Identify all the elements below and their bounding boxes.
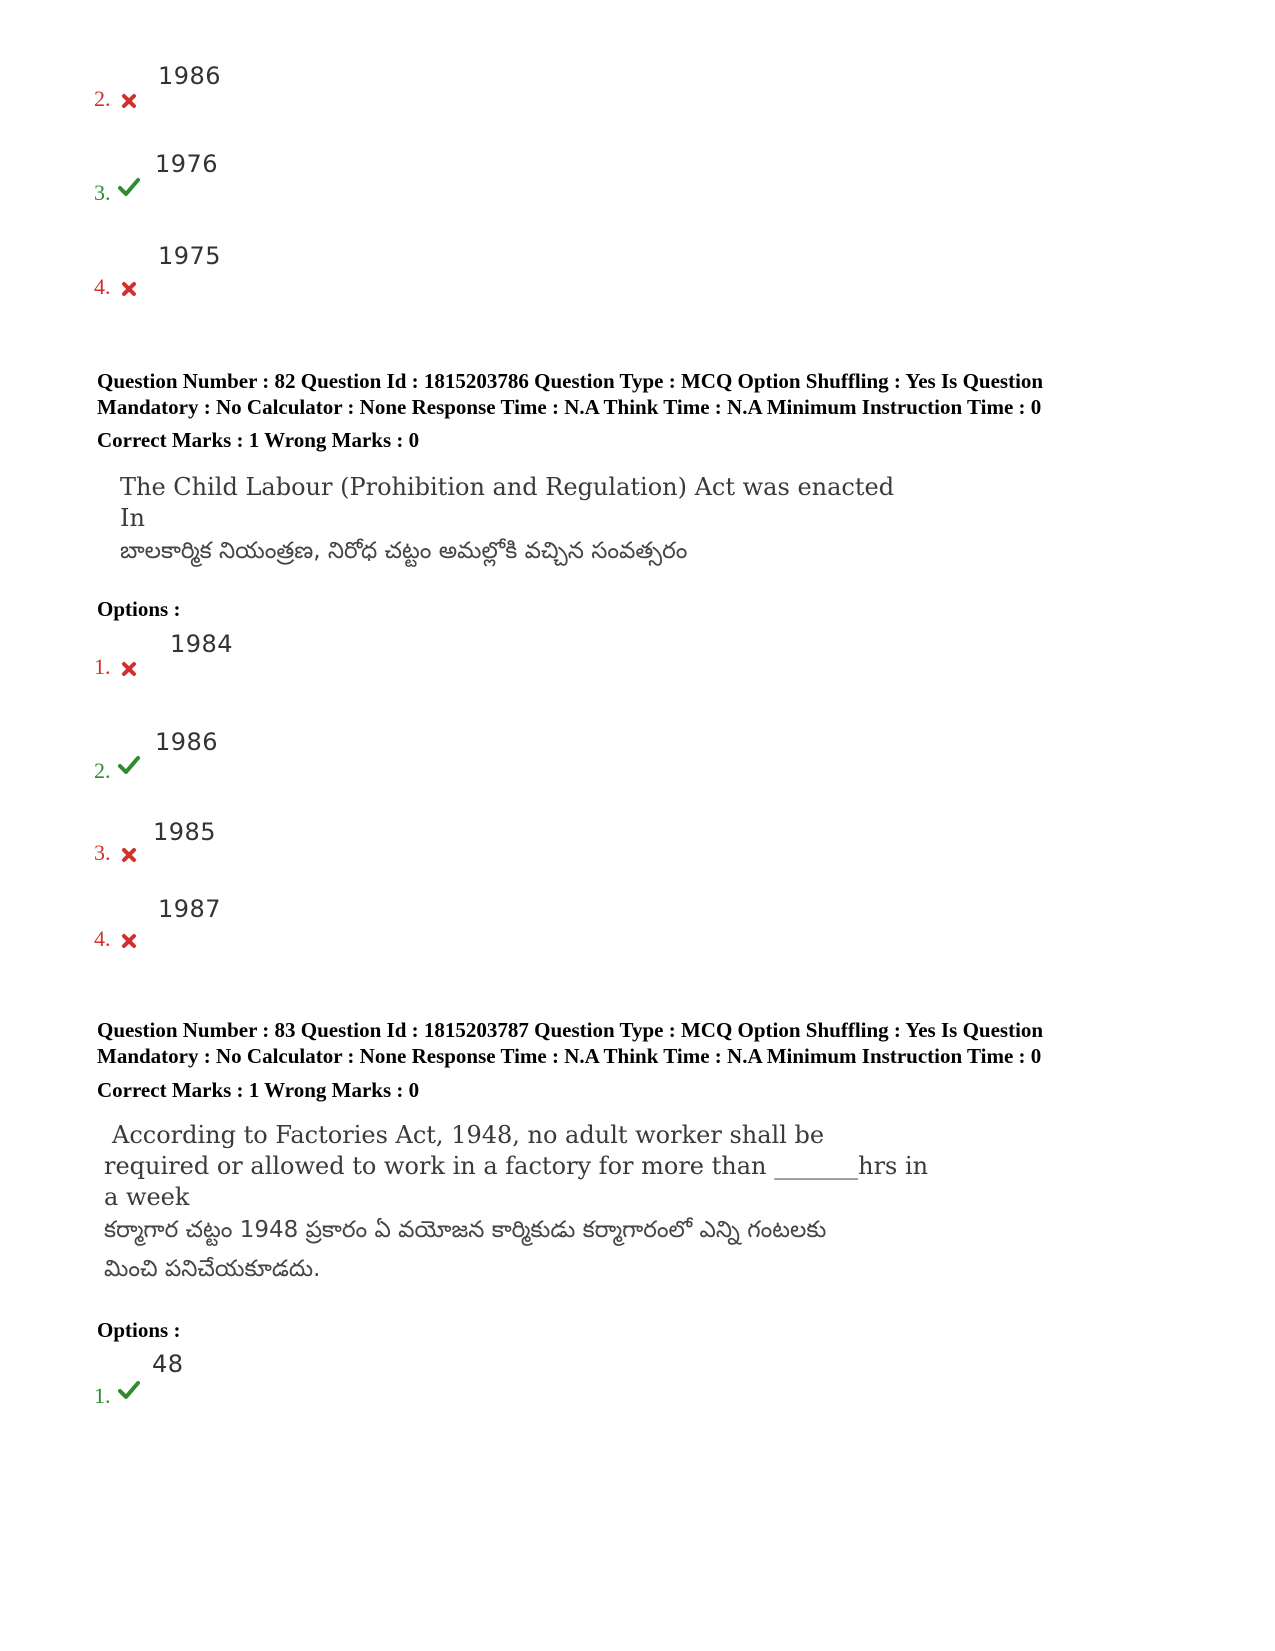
option-number: 4.	[94, 274, 111, 299]
question-text	[104, 1120, 928, 1285]
question-header-line2: Mandatory : No Calculator : None Response Time : N.A Think Time : N.A Minimum Instruction Time : 0	[97, 1044, 1042, 1068]
options-label: Options :	[97, 597, 181, 621]
check-icon	[118, 176, 140, 198]
question-header-line1: Question Number : 82 Question Id : 1815203786 Question Type : MCQ Option Shuffling : Yes Is Question	[97, 369, 1044, 393]
option-value: 1976	[155, 150, 219, 178]
check-icon	[118, 1379, 140, 1401]
question-text	[120, 472, 894, 567]
question-text-en-line1: According to Factories Act, 1948, no adult worker shall be	[112, 1121, 825, 1149]
question-header	[97, 1017, 1197, 1069]
question-text-en-line3: a week	[104, 1183, 190, 1211]
question-text-te-line1: బాలకార్మిక నియంత్రణ, నిరోధ చట్టం అమల్లోకి వచ్చిన సంవత్సరం	[120, 538, 688, 564]
option-number: 3.	[94, 180, 111, 205]
question-header-line2: Mandatory : No Calculator : None Response Time : N.A Think Time : N.A Minimum Instruction Time : 0	[97, 395, 1042, 419]
option-number: 2.	[94, 758, 111, 783]
option-number: 2.	[94, 86, 111, 111]
question-text-en-line2: In	[120, 504, 145, 532]
cross-icon	[118, 930, 140, 952]
cross-icon	[118, 278, 140, 300]
option-value: 1987	[158, 895, 222, 923]
cross-icon	[118, 90, 140, 112]
question-header-line1: Question Number : 83 Question Id : 1815203787 Question Type : MCQ Option Shuffling : Yes Is Question	[97, 1018, 1044, 1042]
cross-icon	[118, 658, 140, 680]
options-label: Options :	[97, 1318, 181, 1342]
check-icon	[118, 754, 140, 776]
question-text-te-line2: మించి పనిచేయకూడదు.	[104, 1256, 321, 1282]
option-value: 1984	[170, 630, 234, 658]
option-number: 1.	[94, 654, 111, 679]
question-text-en-line2: required or allowed to work in a factory for more than _______hrs in	[104, 1152, 929, 1180]
option-value: 48	[152, 1350, 184, 1378]
option-value: 1985	[153, 818, 217, 846]
option-value: 1986	[155, 728, 219, 756]
option-value: 1986	[158, 62, 222, 90]
option-number: 1.	[94, 1383, 111, 1408]
option-number: 4.	[94, 926, 111, 951]
marks-line: Correct Marks : 1 Wrong Marks : 0	[97, 428, 420, 452]
option-number: 3.	[94, 840, 111, 865]
question-header	[97, 368, 1197, 420]
question-text-en-line1: The Child Labour (Prohibition and Regulation) Act was enacted	[120, 473, 895, 501]
question-text-te-line1: కర్మాగార చట్టం 1948 ప్రకారం ఏ వయోజన కార్మికుడు కర్మాగారంలో ఎన్ని గంటలకు	[104, 1217, 827, 1243]
option-value: 1975	[158, 242, 222, 270]
cross-icon	[118, 844, 140, 866]
marks-line: Correct Marks : 1 Wrong Marks : 0	[97, 1078, 420, 1102]
